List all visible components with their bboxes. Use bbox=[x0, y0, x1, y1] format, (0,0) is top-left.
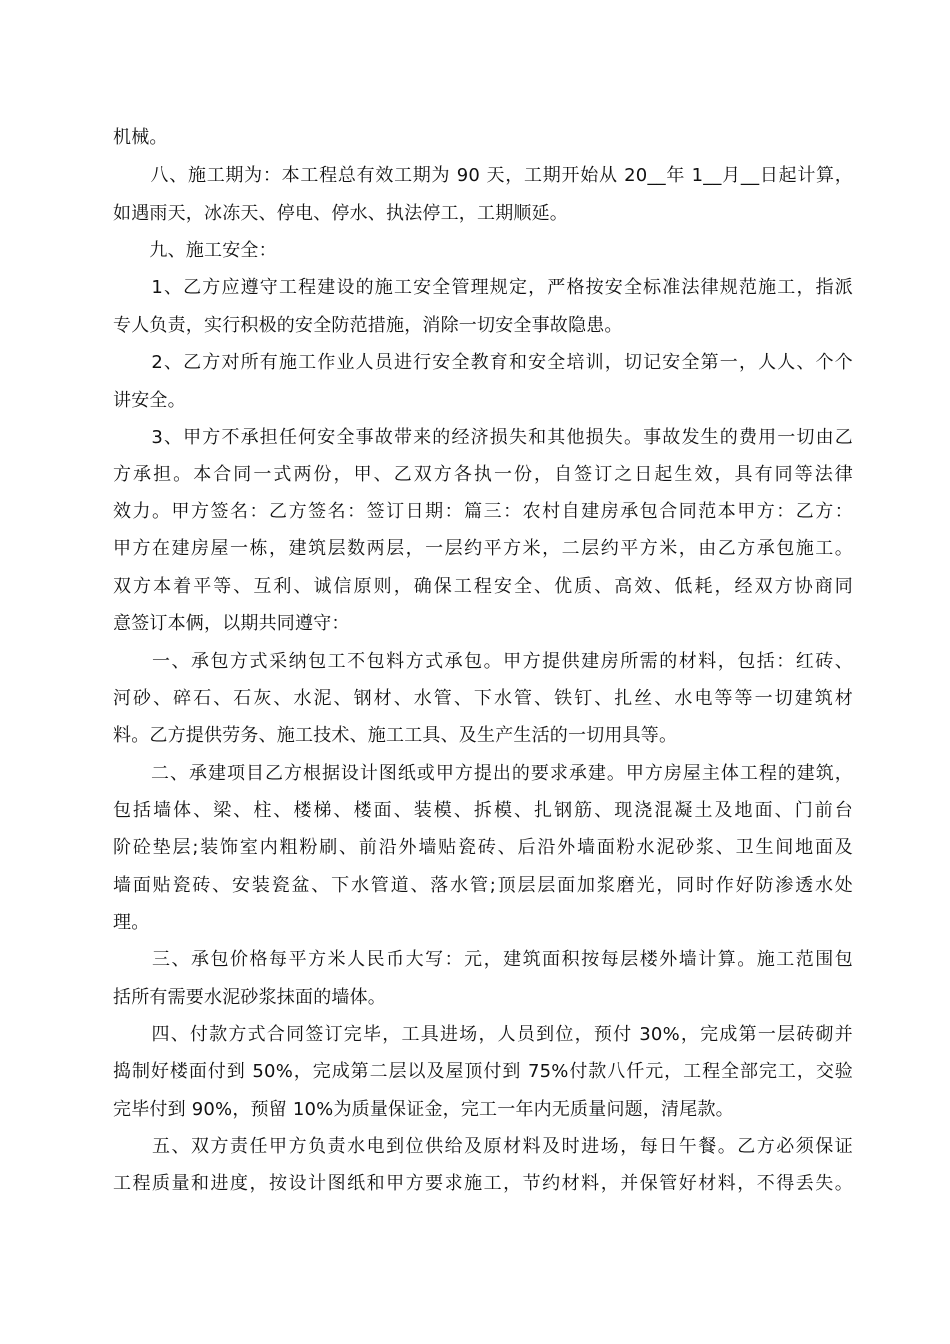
text-line: 五、双方责任甲方负责水电到位供给及原材料及时进场，每日午餐。乙方必须保证 bbox=[113, 1136, 853, 1157]
text-line: 1、乙方应遵守工程建设的施工安全管理规定，严格按安全标准法律规范施工，指派 bbox=[113, 277, 853, 298]
text-line: 如遇雨天，冰冻天、停电、停水、执法停工，工期顺延。 bbox=[113, 203, 568, 224]
text-line: 意签订本俩，以期共同遵守： bbox=[113, 613, 350, 634]
text-line: 墙面贴瓷砖、安装瓷盆、下水管道、落水管;顶层层面加浆磨光，同时作好防渗透水处 bbox=[113, 875, 853, 896]
text-line: 机械。 bbox=[113, 127, 168, 148]
text-line: 2、乙方对所有施工作业人员进行安全教育和安全培训，切记安全第一，人人、个个 bbox=[113, 352, 853, 373]
text-line: 方承担。本合同一式两份，甲、乙双方各执一份，自签订之日起生效，具有同等法律 bbox=[113, 464, 853, 485]
text-line: 三、承包价格每平方米人民币大写：元，建筑面积按每层楼外墙计算。施工范围包 bbox=[113, 949, 853, 970]
text-line: 包括墙体、梁、柱、楼梯、楼面、装模、拆模、扎钢筋、现浇混凝土及地面、门前台 bbox=[113, 800, 853, 821]
text-line: 讲安全。 bbox=[113, 390, 186, 411]
text-line: 括所有需要水泥砂浆抹面的墙体。 bbox=[113, 987, 386, 1008]
text-line: 四、付款方式合同签订完毕，工具进场，人员到位，预付 30%，完成第一层砖砌并 bbox=[113, 1024, 853, 1045]
text-line: 双方本着平等、互利、诚信原则，确保工程安全、优质、高效、低耗，经双方协商同 bbox=[113, 576, 853, 597]
text-line: 河砂、碎石、石灰、水泥、钢材、水管、下水管、铁钉、扎丝、水电等等一切建筑材 bbox=[113, 688, 853, 709]
text-line: 3、甲方不承担任何安全事故带来的经济损失和其他损失。事故发生的费用一切由乙 bbox=[113, 427, 853, 448]
text-line: 工程质量和进度，按设计图纸和甲方要求施工，节约材料，并保管好材料，不得丢失。 bbox=[113, 1173, 853, 1194]
text-line: 阶砼垫层;装饰室内粗粉刷、前沿外墙贴瓷砖、后沿外墙面粉水泥砂浆、卫生间地面及 bbox=[113, 837, 853, 858]
text-line: 效力。甲方签名：乙方签名：签订日期：篇三：农村自建房承包合同范本甲方：乙方： bbox=[113, 501, 853, 522]
text-line: 料。乙方提供劳务、施工技术、施工工具、及生产生活的一切用具等。 bbox=[113, 725, 678, 746]
text-line: 甲方在建房屋一栋，建筑层数两层，一层约平方米，二层约平方米，由乙方承包施工。 bbox=[113, 538, 853, 559]
text-line: 完毕付到 90%，预留 10%为质量保证金，完工一年内无质量问题，清尾款。 bbox=[113, 1099, 734, 1120]
text-line: 理。 bbox=[113, 912, 150, 933]
text-line: 九、施工安全： bbox=[113, 240, 277, 261]
text-line: 八、施工期为：本工程总有效工期为 90 天，工期开始从 20__年 1__月__日起计算， bbox=[113, 165, 853, 186]
text-line: 二、承建项目乙方根据设计图纸或甲方提出的要求承建。甲方房屋主体工程的建筑， bbox=[113, 763, 853, 784]
text-line: 一、承包方式采纳包工不包料方式承包。甲方提供建房所需的材料，包括：红砖、 bbox=[113, 651, 853, 672]
text-line: 专人负责，实行积极的安全防范措施，消除一切安全事故隐患。 bbox=[113, 315, 623, 336]
text-line: 捣制好楼面付到 50%，完成第二层以及屋顶付到 75%付款八仟元，工程全部完工，交验 bbox=[113, 1061, 853, 1082]
